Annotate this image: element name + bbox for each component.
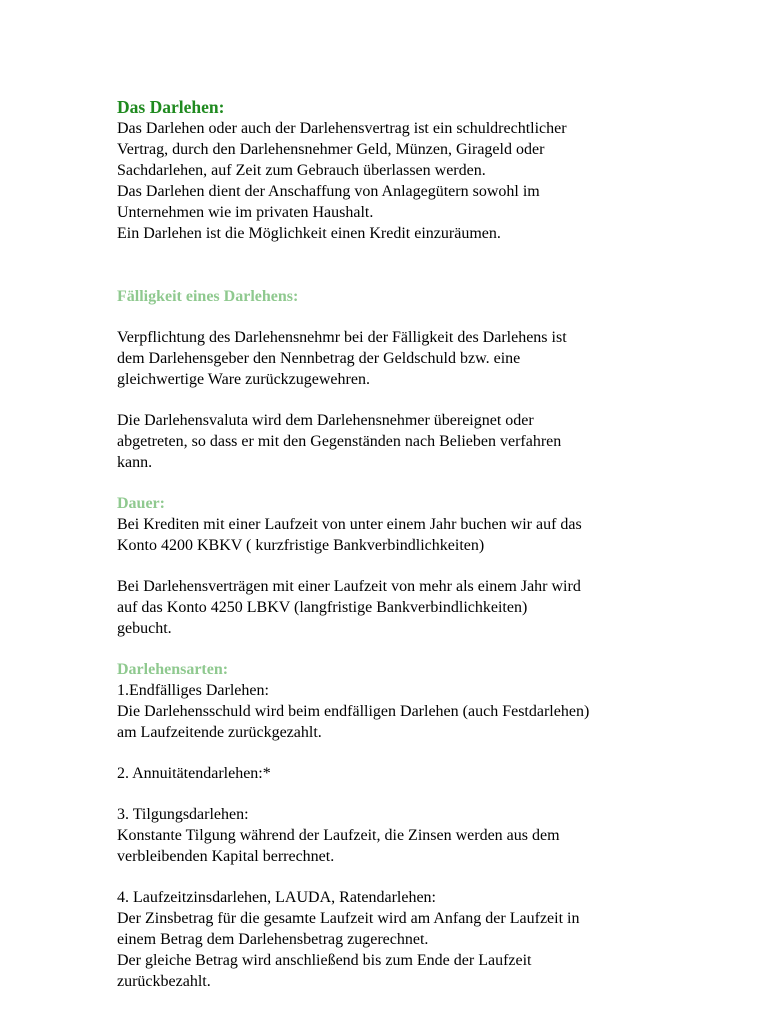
darlehensart-item-3 [117,804,737,867]
section-heading-faelligkeit: Fälligkeit eines Darlehens: [117,288,299,305]
text-line: Sachdarlehen, auf Zeit zum Gebrauch überlassen werden. [117,162,486,179]
section-heading-darlehensarten: Darlehensarten: [117,661,229,678]
text-line: Unternehmen wie im privaten Haushalt. [117,204,374,221]
faelligkeit-paragraph-1 [117,327,737,390]
text-line: abgetreten, so dass er mit den Gegenständen nach Belieben verfahren [117,433,562,450]
document-content [117,96,737,992]
spacer [117,639,737,659]
spacer [117,784,737,804]
text-line: gebucht. [117,620,172,637]
text-line: verbleibenden Kapital berrechnet. [117,848,335,865]
text-line: Die Darlehensvaluta wird dem Darlehensnehmer übereignet oder [117,412,534,429]
text-line: einem Betrag dem Darlehensbetrag zugerechnet. [117,931,429,948]
text-line: gleichwertige Ware zurückzugewehren. [117,371,370,388]
spacer [117,867,737,887]
text-line: kann. [117,454,153,471]
text-line: Der Zinsbetrag für die gesamte Laufzeit wird am Anfang der Laufzeit in [117,910,580,927]
text-line: 2. Annuitätendarlehen:* [117,765,271,782]
text-line: 1.Endfälliges Darlehen: [117,682,269,699]
dauer-paragraph-2 [117,576,737,639]
text-line: 3. Tilgungsdarlehen: [117,806,249,823]
text-line: Das Darlehen dient der Anschaffung von Anlagegütern sowohl im [117,183,540,200]
faelligkeit-paragraph-2 [117,410,737,473]
darlehensart-item-1 [117,680,737,743]
intro-paragraph [117,118,737,244]
darlehensart-item-4 [117,887,737,992]
section-heading-dauer: Dauer: [117,495,165,512]
text-line: Bei Darlehensverträgen mit einer Laufzeit von mehr als einem Jahr wird [117,578,581,595]
darlehensart-item-2 [117,763,737,784]
spacer [117,244,737,286]
text-line: Die Darlehensschuld wird beim endfälligen Darlehen (auch Festdarlehen) [117,703,590,720]
text-line: Der gleiche Betrag wird anschließend bis zum Ende der Laufzeit [117,952,532,969]
text-line: Vertrag, durch den Darlehensnehmer Geld, Münzen, Girageld oder [117,141,545,158]
text-line: Verpflichtung des Darlehensnehmr bei der Fälligkeit des Darlehens ist [117,329,567,346]
text-line: Konto 4200 KBKV ( kurzfristige Bankverbindlichkeiten) [117,537,485,554]
text-line: Konstante Tilgung während der Laufzeit, die Zinsen werden aus dem [117,827,560,844]
spacer [117,307,737,327]
text-line: dem Darlehensgeber den Nennbetrag der Geldschuld bzw. eine [117,350,521,367]
text-line: Ein Darlehen ist die Möglichkeit einen Kredit einzuräumen. [117,225,501,242]
spacer [117,473,737,493]
text-line: Bei Krediten mit einer Laufzeit von unter einem Jahr buchen wir auf das [117,516,582,533]
text-line: Das Darlehen oder auch der Darlehensvertrag ist ein schuldrechtlicher [117,120,567,137]
page-title: Das Darlehen: [117,97,225,117]
spacer [117,743,737,763]
spacer [117,556,737,576]
text-line: auf das Konto 4250 LBKV (langfristige Bankverbindlichkeiten) [117,599,528,616]
spacer [117,390,737,410]
text-line: 4. Laufzeitzinsdarlehen, LAUDA, Ratendarlehen: [117,889,436,906]
dauer-paragraph-1 [117,514,737,556]
text-line: am Laufzeitende zurückgezahlt. [117,724,322,741]
text-line: zurückbezahlt. [117,973,211,990]
